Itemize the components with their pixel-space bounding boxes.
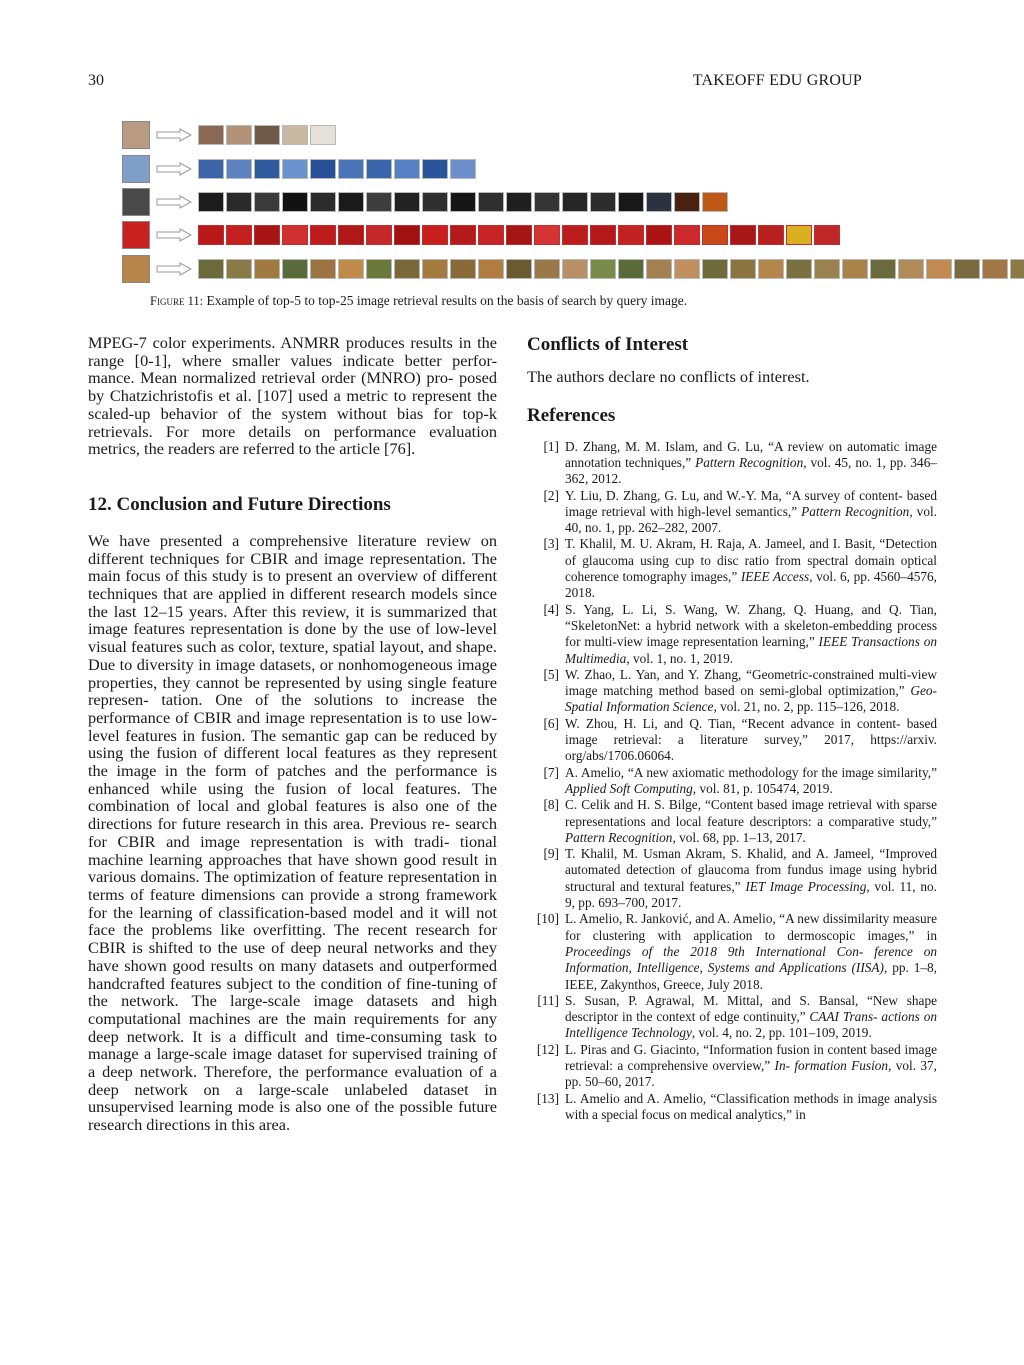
result-thumbnail — [1010, 259, 1024, 279]
result-thumbnail — [254, 192, 280, 212]
result-thumbnail — [282, 159, 308, 179]
reference-venue: CAAI Trans- actions on Intelligence Technology — [565, 1009, 938, 1041]
result-thumbnail — [534, 259, 560, 279]
result-thumbnail — [282, 225, 308, 245]
result-thumbnails — [198, 125, 336, 145]
reference-number: [9] — [543, 846, 559, 862]
result-thumbnail — [898, 259, 924, 279]
conflicts-title: Conflicts of Interest — [527, 334, 689, 355]
right-column — [527, 334, 937, 1123]
figure-label: Figure 11: — [150, 294, 204, 308]
result-thumbnail — [422, 159, 448, 179]
reference-text: T. Khalil, M. U. Akram, H. Raja, A. Jameel, and I. Basit, “Detection of glaucoma using cup to disc ratio from spectral domain optical coherence tomography images,” — [565, 536, 937, 585]
query-image-moon — [122, 188, 150, 216]
reference-item — [527, 667, 937, 716]
result-thumbnail — [310, 159, 336, 179]
conflicts-text: The authors declare no conflicts of interest. — [527, 367, 810, 386]
arrow-right-icon — [156, 162, 192, 176]
result-thumbnail — [562, 192, 588, 212]
reference-number: [8] — [543, 797, 559, 813]
result-thumbnail — [506, 225, 532, 245]
result-thumbnails — [198, 192, 728, 212]
reference-venue: Pattern Recognition — [565, 829, 673, 845]
result-thumbnail — [674, 192, 700, 212]
result-thumbnail — [394, 192, 420, 212]
references-title: References — [527, 404, 616, 426]
reference-text: A. Amelio, “A new axiomatic methodology for the image similarity,” — [565, 764, 937, 780]
reference-text: S. Yang, L. Li, S. Wang, W. Zhang, Q. Huang, and Q. Tian, “SkeletonNet: a hybrid network with a skeleton-embedding process for multi-view image representation learning,” — [565, 601, 937, 650]
figure-row-rose — [122, 220, 840, 250]
result-thumbnails — [198, 225, 840, 245]
arrow-right-icon — [156, 262, 192, 276]
result-thumbnail — [618, 225, 644, 245]
conclusion-paragraph: We have presented a comprehensive literature review on different techniques for CBIR and image representation. The main focus of this study is to present an overview of different techniques that are applied in different research models since the last 12–15 years. After this review, it is summarized that image features representation is done by the use of low-level visual features such as color, texture, spatial layout, and shape. Due to diversity in image datasets, or nonhomogeneous image properties, they cannot be represented by using single feature represen- tation. One of the solutions to increase the performance of CBIR and image representation is to use low-level features in fusion. The semantic gap can be reduced by using the fusion of different local features as they represent the image in the form of patches and the performance is enhanced while using the fusion of local features. The combination of local and global features is also one of the directions for future research in this area. Previous re- search for CBIR and image representation is with tradi- tional machine learning approaches that have shown good result in various domains. The optimization of feature representation in terms of feature dimensions can provide a strong framework for the learning of classification-based model and it will not face the problems like overfitting. The recent research for CBIR is shifted to the use of deep neural networks and they have shown good results on many datasets and outperformed handcrafted features subject to the condition of fine-tuning of the network. The large-scale image datasets and high computational machines are the main requirements for any deep network. It is a difficult and time-consuming task to manage a large-scale image dataset for supervised training of a deep network. Therefore, the performance evaluation of a deep network on a large-scale unlabeled dataset in unsupervised learning mode is also one of the possible future research directions in this area. — [88, 530, 497, 1135]
result-thumbnail — [506, 192, 532, 212]
figure-row-tiger — [122, 254, 1024, 284]
reference-venue: IET Image Processing — [745, 878, 867, 894]
result-thumbnail — [198, 125, 224, 145]
result-thumbnail — [702, 259, 728, 279]
reference-details: , vol. 6, pp. 4560–4576, 2018. — [565, 569, 937, 601]
reference-venue: Applied Soft Computing — [565, 780, 693, 796]
reference-venue: IEEE Access — [740, 569, 810, 585]
result-thumbnail — [226, 159, 252, 179]
reference-item — [527, 1091, 937, 1124]
result-thumbnail — [758, 225, 784, 245]
reference-details: , vol. 1, no. 1, 2019. — [626, 650, 734, 666]
result-thumbnail — [730, 225, 756, 245]
result-thumbnail — [338, 225, 364, 245]
left-column — [88, 334, 497, 1134]
reference-item — [527, 765, 937, 798]
result-thumbnail — [338, 159, 364, 179]
result-thumbnail — [702, 225, 728, 245]
result-thumbnail — [870, 259, 896, 279]
reference-text: L. Amelio and A. Amelio, “Classification methods in image analysis with a special focus on medical analytics,” in — [565, 1090, 937, 1122]
result-thumbnail — [226, 192, 252, 212]
reference-number: [11] — [537, 992, 559, 1008]
reference-number: [13] — [536, 1090, 559, 1106]
reference-venue: Pattern Recognition — [695, 455, 804, 470]
query-image-rose — [122, 221, 150, 249]
reference-text: S. Susan, P. Agrawal, M. Mittal, and S. Bansal, “New shape descriptor in the context of edge continuity,” — [565, 992, 937, 1025]
result-thumbnail — [786, 259, 812, 279]
result-thumbnail — [590, 225, 616, 245]
result-thumbnail — [926, 259, 952, 279]
arrow-right-icon — [156, 228, 192, 242]
result-thumbnail — [310, 225, 336, 245]
section-title: 12. Conclusion and Future Directions — [88, 493, 391, 515]
reference-venue: Proceedings of the 2018 9th International Con- ference on Information, Intelligence, Systems and Applications (IISA) — [565, 943, 937, 976]
reference-item — [527, 716, 937, 765]
arrow-right-icon — [156, 128, 192, 142]
result-thumbnail — [646, 192, 672, 212]
reference-number: [1] — [543, 438, 559, 454]
result-thumbnail — [422, 192, 448, 212]
reference-details: , vol. 37, pp. 50–60, 2017. — [565, 1057, 938, 1090]
result-thumbnail — [226, 259, 252, 279]
figure-caption — [150, 293, 687, 309]
reference-list — [527, 439, 937, 1123]
result-thumbnail — [618, 192, 644, 212]
result-thumbnail — [422, 225, 448, 245]
result-thumbnail — [282, 259, 308, 279]
result-thumbnail — [534, 192, 560, 212]
result-thumbnail — [198, 225, 224, 245]
reference-venue: IEEE Transactions on Multimedia — [565, 634, 937, 666]
result-thumbnail — [394, 159, 420, 179]
reference-number: [7] — [543, 764, 559, 780]
result-thumbnail — [590, 192, 616, 212]
result-thumbnail — [226, 125, 252, 145]
result-thumbnail — [478, 192, 504, 212]
result-thumbnail — [534, 225, 560, 245]
reference-item — [527, 1042, 937, 1091]
figure-row-cat — [122, 120, 336, 150]
result-thumbnail — [422, 259, 448, 279]
query-image-tiger — [122, 255, 150, 283]
result-thumbnail — [254, 159, 280, 179]
result-thumbnail — [562, 259, 588, 279]
figure-row-moon — [122, 187, 728, 217]
reference-details: , pp. 1–8, IEEE, Zakynthos, Greece, July 2018. — [565, 960, 937, 992]
result-thumbnail — [674, 225, 700, 245]
result-thumbnail — [758, 259, 784, 279]
figure-image-grid — [122, 118, 902, 283]
reference-text: D. Zhang, M. M. Islam, and G. Lu, “A review on automatic image annotation techniques,” — [565, 438, 937, 470]
reference-item — [527, 797, 937, 846]
result-thumbnail — [562, 225, 588, 245]
result-thumbnail — [618, 259, 644, 279]
result-thumbnail — [674, 259, 700, 279]
result-thumbnail — [982, 259, 1008, 279]
result-thumbnail — [198, 159, 224, 179]
reference-text: W. Zhao, L. Yan, and Y. Zhang, “Geometric-constrained multi-view image matching method based on semi-global optimization,” — [565, 666, 937, 699]
reference-details: , vol. 40, no. 1, pp. 262–282, 2007. — [565, 503, 937, 536]
result-thumbnail — [366, 159, 392, 179]
reference-venue: Pattern Recognition — [801, 503, 910, 519]
reference-venue: In- formation Fusion — [774, 1057, 889, 1073]
result-thumbnail — [338, 192, 364, 212]
reference-details: , vol. 45, no. 1, pp. 346–362, 2012. — [565, 455, 937, 487]
reference-details: , vol. 11, no. 9, pp. 693–700, 2017. — [565, 878, 937, 911]
journal-name: TAKEOFF EDU GROUP — [692, 72, 862, 89]
figure-caption-text: Example of top-5 to top-25 image retrieval results on the basis of search by query image. — [206, 293, 688, 308]
result-thumbnail — [338, 259, 364, 279]
result-thumbnails — [198, 259, 1024, 279]
result-thumbnail — [954, 259, 980, 279]
result-thumbnail — [450, 225, 476, 245]
result-thumbnail — [478, 259, 504, 279]
reference-text: L. Amelio, R. Janković, and A. Amelio, “A new dissimilarity measure for clustering with application to dermoscopic images,” in — [565, 911, 937, 943]
query-image-cat — [122, 121, 150, 149]
reference-item — [527, 488, 937, 537]
page-number: 30 — [88, 72, 104, 89]
result-thumbnail — [730, 259, 756, 279]
result-thumbnail — [842, 259, 868, 279]
reference-number: [2] — [543, 487, 559, 503]
reference-number: [5] — [543, 666, 559, 682]
result-thumbnail — [254, 259, 280, 279]
result-thumbnail — [478, 225, 504, 245]
result-thumbnail — [226, 225, 252, 245]
result-thumbnail — [506, 259, 532, 279]
reference-number: [3] — [543, 536, 559, 552]
result-thumbnail — [814, 225, 840, 245]
result-thumbnail — [282, 192, 308, 212]
reference-details: , vol. 21, no. 2, pp. 115–126, 2018. — [713, 699, 900, 715]
result-thumbnail — [282, 125, 308, 145]
result-thumbnail — [366, 259, 392, 279]
reference-details: , vol. 4, no. 2, pp. 101–109, 2019. — [691, 1025, 872, 1041]
result-thumbnail — [450, 192, 476, 212]
result-thumbnail — [646, 225, 672, 245]
reference-number: [4] — [543, 601, 559, 617]
result-thumbnail — [646, 259, 672, 279]
result-thumbnails — [198, 159, 476, 179]
figure-row-snow — [122, 154, 476, 184]
reference-number: [10] — [536, 911, 559, 927]
result-thumbnail — [310, 259, 336, 279]
reference-item — [527, 602, 937, 667]
result-thumbnail — [786, 225, 812, 245]
result-thumbnail — [450, 259, 476, 279]
reference-text: W. Zhou, H. Li, and Q. Tian, “Recent advance in content- based image retrieval: a literature survey,” 2017, https://arxiv. org/abs/1706.06064. — [565, 715, 937, 764]
reference-details: , vol. 68, pp. 1–13, 2017. — [672, 829, 806, 845]
result-thumbnail — [198, 259, 224, 279]
result-thumbnail — [310, 192, 336, 212]
result-thumbnail — [814, 259, 840, 279]
result-thumbnail — [450, 159, 476, 179]
result-thumbnail — [702, 192, 728, 212]
reference-text: L. Piras and G. Giacinto, “Information fusion in content based image retrieval: a comprehensive overview,” — [565, 1041, 937, 1073]
query-image-snow — [122, 155, 150, 183]
result-thumbnail — [310, 125, 336, 145]
result-thumbnail — [590, 259, 616, 279]
reference-item — [527, 993, 937, 1042]
result-thumbnail — [254, 225, 280, 245]
result-thumbnail — [254, 125, 280, 145]
intro-paragraph: MPEG-7 color experiments. ANMRR produces results in the range [0-1], where smaller values indicate better perfor- mance. Mean normalized retrieval order (MNRO) pro- posed by Chatzichristofis et al. [107] used a metric to represent the scaled-up behavior of the system without bias for top-k retrievals. For more details on performance evaluation metrics, the readers are referred to the article [76]. — [88, 333, 497, 459]
reference-item — [527, 439, 937, 488]
result-thumbnail — [198, 192, 224, 212]
reference-text: Y. Liu, D. Zhang, G. Lu, and W.-Y. Ma, “A survey of content- based image retrieval with high-level semantics,” — [565, 487, 937, 519]
reference-text: C. Celik and H. S. Bilge, “Content based image retrieval with sparse representations and local feature descriptors: a comparative study,” — [565, 797, 937, 829]
reference-details: , vol. 81, p. 105474, 2019. — [692, 780, 833, 796]
reference-number: [6] — [543, 715, 559, 731]
reference-number: [12] — [536, 1041, 559, 1057]
reference-text: T. Khalil, M. Usman Akram, S. Khalid, and A. Jameel, “Improved automated detection of glaucoma from fundus image using hybrid structural and textural features,” — [565, 846, 937, 894]
reference-item — [527, 911, 937, 992]
result-thumbnail — [366, 192, 392, 212]
reference-item — [527, 846, 937, 911]
reference-item — [527, 536, 937, 601]
reference-venue: Geo-Spatial Information Science — [565, 683, 937, 715]
arrow-right-icon — [156, 195, 192, 209]
result-thumbnail — [394, 259, 420, 279]
result-thumbnail — [366, 225, 392, 245]
result-thumbnail — [394, 225, 420, 245]
